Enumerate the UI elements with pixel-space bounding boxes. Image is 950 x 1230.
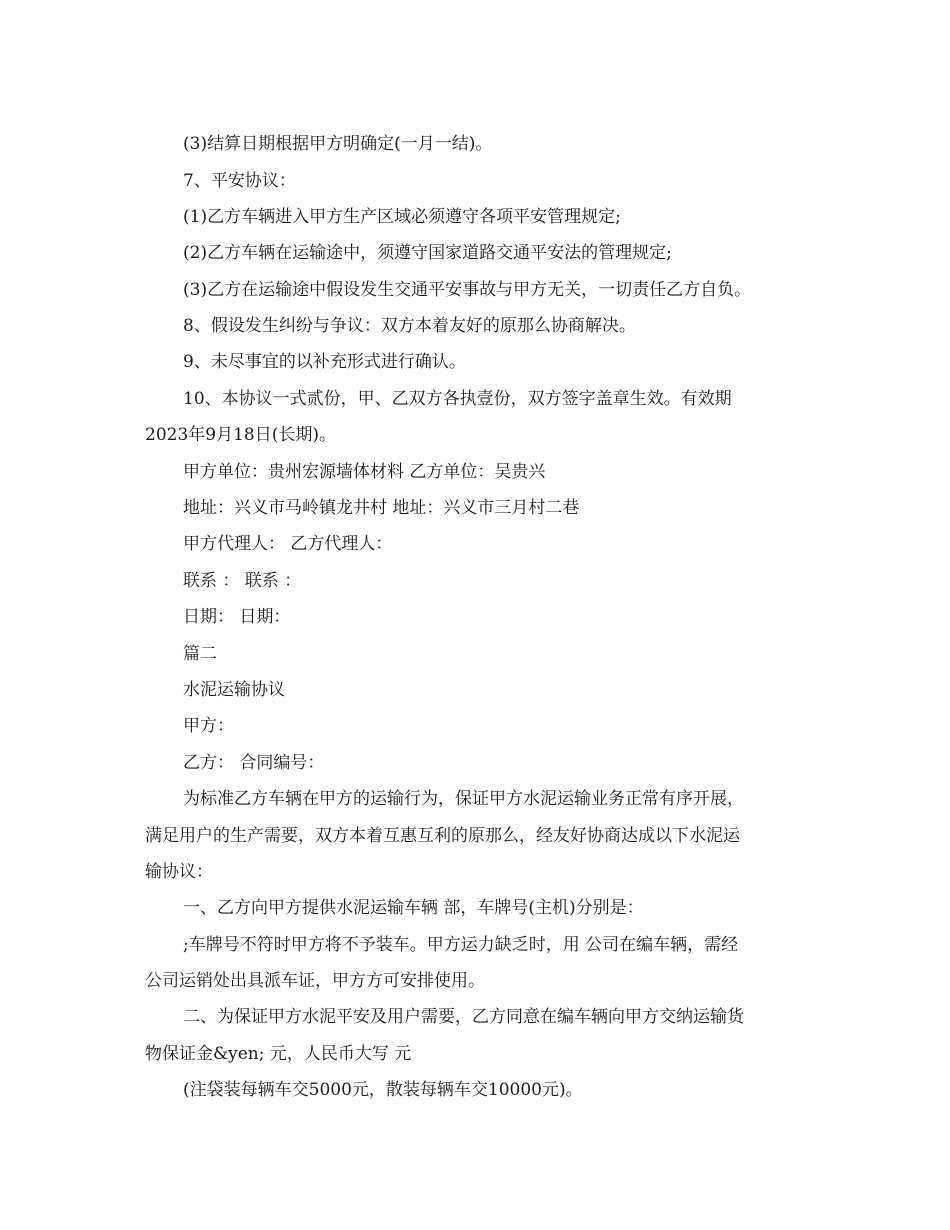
- text-line: 8、假设发生纠纷与争议：双方本着友好的原那么协商解决。: [183, 316, 636, 336]
- text-line: 2023年9月18日(长期)。: [145, 425, 336, 445]
- text-line: (1)乙方车辆进入甲方生产区域必须遵守各项平安管理规定;: [183, 207, 621, 227]
- document-title: 水泥运输协议: [183, 680, 285, 700]
- text-line: 9、未尽事宜的以补充形式进行确认。: [183, 352, 466, 372]
- section-heading: 7、平安协议：: [183, 171, 296, 191]
- party-a-label: 甲方：: [183, 716, 234, 736]
- text-line: 公司运销处出具派车证，甲方方可安排使用。: [145, 971, 485, 991]
- text-line: 物保证金&yen; 元，人民币大写 元: [145, 1044, 412, 1064]
- text-line: 10、本协议一式贰份，甲、乙双方各执壹份，双方签字盖章生效。有效期: [183, 389, 732, 409]
- part-heading: 篇二: [183, 644, 217, 664]
- text-line: (注袋装每辆车交5000元，散装每辆车交10000元)。: [183, 1080, 583, 1100]
- text-line: 为标准乙方车辆在甲方的运输行为，保证甲方水泥运输业务正常有序开展，: [183, 789, 744, 809]
- text-line: 二、为保证甲方水泥平安及用户需要，乙方同意在编车辆向甲方交纳运输货: [183, 1007, 744, 1027]
- text-line: 满足用户的生产需要，双方本着互惠互利的原那么，经友好协商达成以下水泥运: [145, 826, 740, 846]
- text-line: (3)乙方在运输途中假设发生交通平安事故与甲方无关，一切责任乙方自负。: [183, 280, 752, 300]
- party-agents: 甲方代理人： 乙方代理人：: [183, 534, 393, 554]
- text-line: ;车牌号不符时甲方将不予装车。甲方运力缺乏时，用 公司在编车辆，需经: [183, 935, 739, 955]
- party-dates: 日期： 日期：: [183, 607, 291, 627]
- party-b-label: 乙方： 合同编号：: [183, 753, 325, 773]
- party-contacts: 联系 ： 联系 ：: [183, 571, 302, 591]
- party-addresses: 地址：兴义市马岭镇龙井村 地址：兴义市三月村二巷: [183, 498, 580, 518]
- text-line: (3)结算日期根据甲方明确定(一月一结)。: [183, 134, 493, 154]
- text-line: 一、乙方向甲方提供水泥运输车辆 部，车牌号(主机)分别是：: [183, 898, 644, 918]
- text-line: 输协议：: [145, 862, 213, 882]
- party-units: 甲方单位：贵州宏源墙体材料 乙方单位：吴贵兴: [183, 462, 546, 482]
- text-line: (2)乙方车辆在运输途中，须遵守国家道路交通平安法的管理规定;: [183, 243, 672, 263]
